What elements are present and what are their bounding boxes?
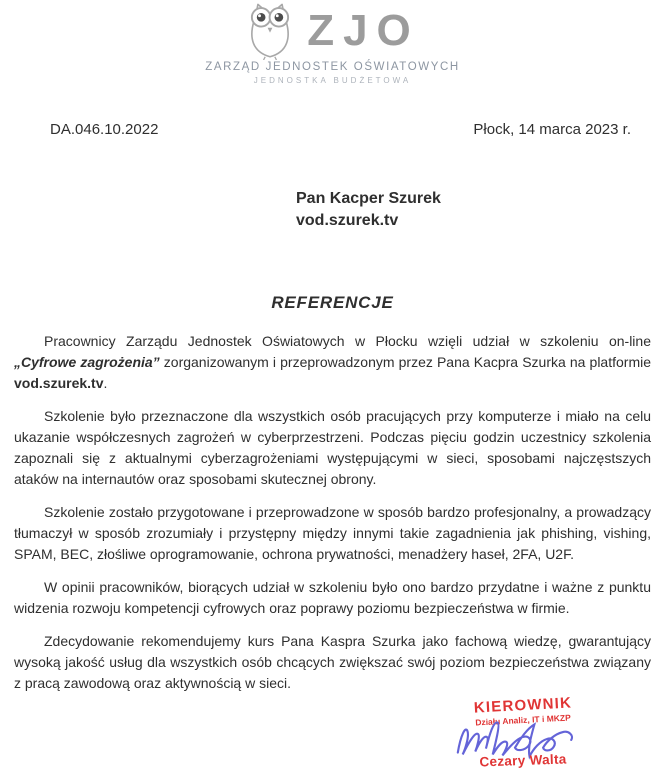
paragraph-1-middle: zorganizowanym i przeprowadzonym przez Pana Kacpra Szurka na platformie xyxy=(159,354,651,370)
paragraph-1-end: . xyxy=(103,375,108,391)
stamp-subtitle: Działu Analiz, IT i MKZP xyxy=(475,712,571,728)
place-and-date: Płock, 14 marca 2023 r. xyxy=(473,121,631,138)
signer-name: Cezary Walta xyxy=(479,751,567,770)
letter-body xyxy=(14,331,651,706)
recipient-platform: vod.szurek.tv xyxy=(296,212,399,229)
letterhead xyxy=(0,2,665,85)
stamp-title: KIEROWNIK xyxy=(473,694,573,717)
paragraph-1-course-title: „Cyfrowe zagrożenia” xyxy=(14,354,160,370)
paragraph-4: W opinii pracowników, biorących udział w szkoleniu było ono bardzo przydatne i ważne z punktu widzenia rozwoju kompetencji cyfrowych oraz poprawy poziomu bezpieczeństwa w firmie. xyxy=(14,579,651,616)
logo-text: ZJO xyxy=(307,6,420,55)
recipient-name: Pan Kacper Szurek xyxy=(296,190,441,207)
paragraph-1-platform: vod.szurek.tv xyxy=(14,375,104,391)
paragraph-5: Zdecydowanie rekomendujemy kurs Pana Kaspra Szurka jako fachową wiedzę, gwarantujący wysoką jakość usług dla wszystkich osób chcących zwiększać swój poziom bezpieczeństwa związany z pracą zawodową oraz aktywnością w sieci. xyxy=(14,633,651,691)
paragraph-1-start: Pracownicy Zarządu Jednostek Oświatowych w Płocku wzięli udział w szkoleniu on-line xyxy=(44,333,651,349)
paragraph-3: Szkolenie zostało przygotowane i przeprowadzone w sposób bardzo profesjonalny, a prowadzący tłumaczył w sposób zrozumiały i przystępny między innymi takie zagadnienia jak phishing, vishing, SPAM, BEC, złośliwe oprogramowanie, ochrona prywatności, menadżery haseł, 2FA, U2F. xyxy=(14,504,651,562)
paragraph-2: Szkolenie było przeznaczone dla wszystkich osób pracujących przy komputerze i miało na celu ukazanie współczesnych zagrożeń w cyberprzestrzeni. Podczas pięciu godzin uczestnicy szkolenia zapoznali się z aktualnymi cyberzagrożeniami występującymi w sieci, sposobami najczęstszych ataków na internautów oraz sposobami skutecznej obrony. xyxy=(14,408,651,487)
organization-name: ZARZĄD JEDNOSTEK OŚWIATOWYCH xyxy=(205,61,460,73)
document-title: REFERENCJE xyxy=(271,293,394,312)
organization-subtitle: JEDNOSTKA BUDŻETOWA xyxy=(253,76,412,85)
recipient-block xyxy=(296,188,441,232)
reference-number: DA.046.10.2022 xyxy=(50,121,159,138)
paragraph-1 xyxy=(14,331,651,394)
signature-block xyxy=(428,694,618,770)
owl-logo-icon xyxy=(245,2,295,60)
